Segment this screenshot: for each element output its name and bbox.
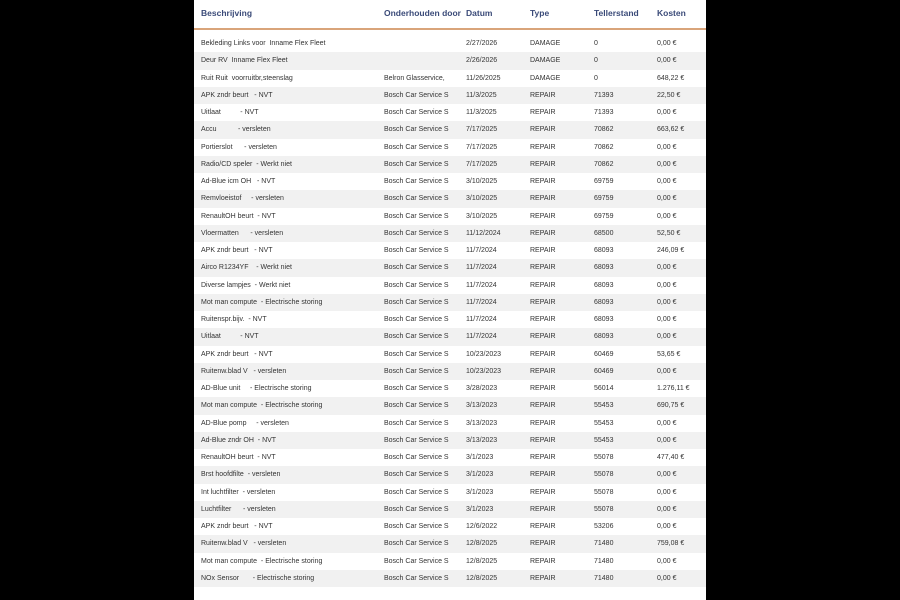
row-type: REPAIR (530, 160, 556, 168)
row-date: 12/6/2022 (466, 523, 498, 530)
row-description: Vloermatten - versleten (201, 229, 284, 237)
row-date: 3/1/2023 (466, 488, 494, 496)
header-cost: Kosten (657, 8, 686, 18)
row-date: 3/28/2023 (466, 385, 498, 392)
row-odometer: 71393 (594, 91, 614, 99)
row-date: 3/1/2023 (466, 471, 494, 479)
row-type: REPAIR (530, 195, 556, 203)
row-date: 7/17/2025 (466, 160, 498, 168)
row-cost: 0,00 € (657, 298, 677, 306)
row-type: REPAIR (530, 436, 556, 444)
table-row (194, 104, 706, 121)
header-date: Datum (466, 8, 493, 18)
row-description: RenaultOH beurt - NVT (201, 212, 276, 220)
row-date: 11/3/2025 (466, 91, 497, 99)
row-description: AD-Blue pomp - versleten (201, 419, 289, 427)
row-cost: 0,00 € (657, 316, 677, 323)
row-date: 3/1/2023 (466, 454, 494, 461)
row-serviced-by: Bosch Car Service S (384, 333, 449, 341)
row-cost: 0,00 € (657, 109, 677, 116)
table-row (194, 208, 706, 225)
row-description: Int luchtfilter - versleten (201, 488, 276, 496)
row-cost: 0,00 € (657, 471, 677, 479)
row-type: REPAIR (530, 126, 556, 134)
row-type: REPAIR (530, 454, 556, 461)
table-row (194, 466, 706, 483)
row-odometer: 55078 (594, 471, 614, 479)
row-date: 11/7/2024 (466, 281, 497, 289)
row-type: REPAIR (530, 91, 556, 99)
row-cost: 0,00 € (657, 143, 677, 151)
row-description: APK zndr beurt - NVT (201, 91, 273, 99)
row-cost: 52,50 € (657, 229, 681, 237)
row-odometer: 55453 (594, 419, 614, 427)
row-cost: 246,09 € (657, 247, 685, 254)
row-date: 3/10/2025 (466, 212, 498, 220)
row-description: Mot man compute - Electrische storing (201, 557, 323, 565)
row-serviced-by: Bosch Car Service S (384, 247, 449, 254)
row-description: NOx Sensor - Electrische storing (201, 574, 315, 582)
row-odometer: 70862 (594, 160, 614, 168)
row-description: Bekleding Links voor Inname Flex Fleet (201, 40, 326, 47)
row-date: 2/26/2026 (466, 57, 498, 65)
row-cost: 0,00 € (657, 574, 677, 582)
table-row (194, 190, 706, 207)
row-serviced-by: Bosch Car Service S (384, 488, 449, 496)
table-row (194, 277, 706, 294)
row-cost: 690,75 € (657, 402, 685, 410)
row-odometer: 68500 (594, 229, 614, 237)
table-row (194, 570, 706, 587)
row-description: Brst hoofdfilte - versleten (201, 471, 281, 479)
row-date: 12/8/2025 (466, 574, 498, 582)
row-cost: 0,00 € (657, 333, 677, 341)
row-cost: 477,40 € (657, 454, 685, 461)
row-odometer: 69759 (594, 195, 614, 203)
row-cost: 0,00 € (657, 367, 677, 375)
row-odometer: 55078 (594, 454, 614, 461)
row-date: 3/1/2023 (466, 505, 494, 513)
row-description: Airco R1234YF - Werkt niet (201, 264, 292, 272)
row-type: REPAIR (530, 419, 556, 427)
row-odometer: 60469 (594, 350, 614, 358)
table-row (194, 70, 706, 87)
row-date: 10/23/2023 (466, 350, 502, 358)
row-date: 7/17/2025 (466, 143, 498, 151)
table-row (194, 432, 706, 449)
row-description: Portierslot - versleten (201, 143, 277, 151)
row-serviced-by: Bosch Car Service S (384, 574, 449, 582)
row-description: Accu - versleten (201, 126, 271, 134)
row-date: 11/7/2024 (466, 264, 497, 272)
row-description: APK zndr beurt - NVT (201, 350, 273, 358)
row-odometer: 55078 (594, 488, 614, 496)
table-body (194, 35, 706, 587)
row-odometer: 0 (594, 74, 598, 82)
row-odometer: 68093 (594, 316, 614, 323)
row-cost: 0,00 € (657, 419, 677, 427)
row-odometer: 60469 (594, 367, 614, 375)
row-type: REPAIR (530, 557, 556, 565)
row-cost: 0,00 € (657, 264, 677, 272)
row-cost: 0,00 € (657, 436, 677, 444)
row-description: RenaultOH beurt - NVT (201, 454, 276, 461)
table-row (194, 484, 706, 501)
row-type: REPAIR (530, 574, 556, 582)
row-cost: 22,50 € (657, 91, 681, 99)
row-odometer: 70862 (594, 126, 614, 134)
row-serviced-by: Bosch Car Service S (384, 91, 449, 99)
header-serviced-by: Onderhouden door (384, 8, 461, 18)
row-cost: 0,00 € (657, 212, 677, 220)
row-description: Ruitenspr.bijv. - NVT (201, 316, 267, 323)
table-row (194, 242, 706, 259)
row-type: REPAIR (530, 212, 556, 220)
row-description: AD-Blue unit - Electrische storing (201, 385, 312, 392)
row-cost: 0,00 € (657, 281, 677, 289)
row-description: Mot man compute - Electrische storing (201, 298, 323, 306)
row-odometer: 71480 (594, 557, 614, 565)
row-date: 3/10/2025 (466, 178, 498, 185)
row-odometer: 69759 (594, 178, 614, 185)
row-cost: 0,00 € (657, 40, 677, 47)
table-row (194, 52, 706, 69)
table-row (194, 518, 706, 535)
row-odometer: 69759 (594, 212, 614, 220)
row-type: REPAIR (530, 316, 556, 323)
row-odometer: 55453 (594, 402, 614, 410)
row-cost: 648,22 € (657, 74, 685, 82)
row-serviced-by: Bosch Car Service S (384, 298, 449, 306)
row-cost: 663,62 € (657, 126, 685, 134)
row-serviced-by: Bosch Car Service S (384, 316, 449, 323)
row-type: REPAIR (530, 367, 556, 375)
table-row (194, 328, 706, 345)
row-serviced-by: Bosch Car Service S (384, 419, 449, 427)
row-description: Ruitenw.blad V - versleten (201, 367, 287, 375)
row-type: REPAIR (530, 402, 556, 410)
row-type: REPAIR (530, 333, 556, 341)
table-row (194, 363, 706, 380)
row-description: APK zndr beurt - NVT (201, 247, 273, 254)
row-odometer: 71480 (594, 540, 614, 548)
row-date: 3/13/2023 (466, 419, 498, 427)
row-date: 7/17/2025 (466, 126, 498, 134)
row-description: Remvloeistof - versleten (201, 195, 284, 203)
row-type: REPAIR (530, 350, 556, 358)
row-type: DAMAGE (530, 74, 561, 82)
table-row (194, 415, 706, 432)
row-serviced-by: Bosch Car Service S (384, 385, 449, 392)
row-cost: 53,65 € (657, 350, 681, 358)
table-row (194, 225, 706, 242)
row-date: 12/8/2025 (466, 540, 498, 548)
row-odometer: 55078 (594, 505, 614, 513)
row-type: DAMAGE (530, 40, 561, 47)
row-cost: 0,00 € (657, 488, 677, 496)
row-type: REPAIR (530, 143, 556, 151)
row-serviced-by: Bosch Car Service S (384, 178, 449, 185)
row-serviced-by: Bosch Car Service S (384, 350, 449, 358)
row-type: REPAIR (530, 247, 556, 254)
row-type: REPAIR (530, 385, 556, 392)
row-serviced-by: Bosch Car Service S (384, 229, 449, 237)
row-type: REPAIR (530, 523, 556, 530)
row-date: 10/23/2023 (466, 367, 502, 375)
row-odometer: 56014 (594, 385, 614, 392)
row-cost: 0,00 € (657, 160, 677, 168)
table-row (194, 397, 706, 414)
table-row (194, 294, 706, 311)
row-type: REPAIR (530, 229, 556, 237)
row-description: Mot man compute - Electrische storing (201, 402, 323, 410)
table-row (194, 380, 706, 397)
row-cost: 0,00 € (657, 195, 677, 203)
row-type: REPAIR (530, 298, 556, 306)
row-type: REPAIR (530, 264, 556, 272)
row-date: 11/7/2024 (466, 316, 497, 323)
row-odometer: 68093 (594, 281, 614, 289)
row-type: REPAIR (530, 281, 556, 289)
table-row (194, 35, 706, 52)
row-serviced-by: Bosch Car Service S (384, 281, 449, 289)
row-odometer: 68093 (594, 264, 614, 272)
row-date: 11/7/2024 (466, 298, 497, 306)
header-odometer: Tellerstand (594, 8, 639, 18)
row-date: 3/10/2025 (466, 195, 498, 203)
row-serviced-by: Bosch Car Service S (384, 436, 449, 444)
row-date: 11/7/2024 (466, 333, 497, 341)
row-serviced-by: Bosch Car Service S (384, 264, 449, 272)
row-type: REPAIR (530, 505, 556, 513)
row-date: 11/3/2025 (466, 109, 497, 116)
header-type: Type (530, 8, 550, 18)
table-row (194, 535, 706, 552)
row-odometer: 68093 (594, 333, 614, 341)
row-date: 11/12/2024 (466, 229, 501, 237)
row-odometer: 53206 (594, 523, 614, 530)
row-odometer: 55453 (594, 436, 614, 444)
row-description: Ad-Blue zndr OH - NVT (201, 436, 277, 444)
row-cost: 1.276,11 € (657, 385, 690, 392)
row-serviced-by: Bosch Car Service S (384, 126, 449, 134)
row-odometer: 68093 (594, 298, 614, 306)
row-description: Ruitenw.blad V - versleten (201, 540, 287, 548)
row-cost: 0,00 € (657, 57, 677, 65)
row-description: APK zndr beurt - NVT (201, 523, 273, 530)
row-serviced-by: Bosch Car Service S (384, 540, 449, 548)
row-serviced-by: Bosch Car Service S (384, 195, 449, 203)
row-odometer: 70862 (594, 143, 614, 151)
row-serviced-by: Bosch Car Service S (384, 454, 449, 461)
row-serviced-by: Bosch Car Service S (384, 212, 449, 220)
row-serviced-by: Bosch Car Service S (384, 471, 449, 479)
row-description: Uitlaat - NVT (201, 333, 259, 341)
row-odometer: 0 (594, 57, 598, 65)
row-odometer: 71480 (594, 574, 614, 582)
row-date: 2/27/2026 (466, 40, 498, 47)
row-date: 12/8/2025 (466, 557, 498, 565)
row-date: 11/7/2024 (466, 247, 497, 254)
table-row (194, 311, 706, 328)
header-description: Beschrijving (201, 8, 253, 18)
row-cost: 0,00 € (657, 178, 677, 185)
row-serviced-by: Belron Glasservice, (384, 74, 445, 82)
row-serviced-by: Bosch Car Service S (384, 505, 449, 513)
row-description: Uitlaat - NVT (201, 109, 259, 116)
row-cost: 759,08 € (657, 540, 685, 548)
row-type: REPAIR (530, 488, 556, 496)
table-row (194, 553, 706, 570)
row-cost: 0,00 € (657, 505, 677, 513)
table-row (194, 121, 706, 138)
row-odometer: 71393 (594, 109, 614, 116)
row-description: Luchtfilter - versleten (201, 505, 276, 513)
table-row (194, 139, 706, 156)
row-serviced-by: Bosch Car Service S (384, 160, 449, 168)
row-serviced-by: Bosch Car Service S (384, 557, 449, 565)
table-row (194, 501, 706, 518)
maintenance-history-sheet (194, 0, 706, 600)
table-row (194, 259, 706, 276)
row-type: REPAIR (530, 540, 556, 548)
table-row (194, 449, 706, 466)
table-row (194, 173, 706, 190)
row-odometer: 68093 (594, 247, 614, 254)
table-row (194, 87, 706, 104)
row-serviced-by: Bosch Car Service S (384, 143, 449, 151)
row-description: Diverse lampjes - Werkt niet (201, 281, 291, 289)
table-row (194, 156, 706, 173)
row-date: 3/13/2023 (466, 402, 498, 410)
row-type: DAMAGE (530, 57, 561, 65)
table-row (194, 346, 706, 363)
row-serviced-by: Bosch Car Service S (384, 402, 449, 410)
row-type: REPAIR (530, 109, 556, 116)
row-odometer: 0 (594, 40, 598, 47)
row-date: 11/26/2025 (466, 74, 501, 82)
table-header (194, 0, 706, 30)
row-serviced-by: Bosch Car Service S (384, 109, 449, 116)
row-description: Deur RV Inname Flex Fleet (201, 57, 288, 65)
row-cost: 0,00 € (657, 523, 677, 530)
row-description: Ruit Ruit voorruitbr,steenslag (201, 74, 293, 82)
row-date: 3/13/2023 (466, 436, 498, 444)
row-serviced-by: Bosch Car Service S (384, 523, 449, 530)
row-description: Radio/CD speler - Werkt niet (201, 160, 292, 168)
row-type: REPAIR (530, 178, 556, 185)
row-type: REPAIR (530, 471, 556, 479)
row-description: Ad-Blue icm OH - NVT (201, 178, 276, 185)
row-cost: 0,00 € (657, 557, 677, 565)
row-serviced-by: Bosch Car Service S (384, 367, 449, 375)
